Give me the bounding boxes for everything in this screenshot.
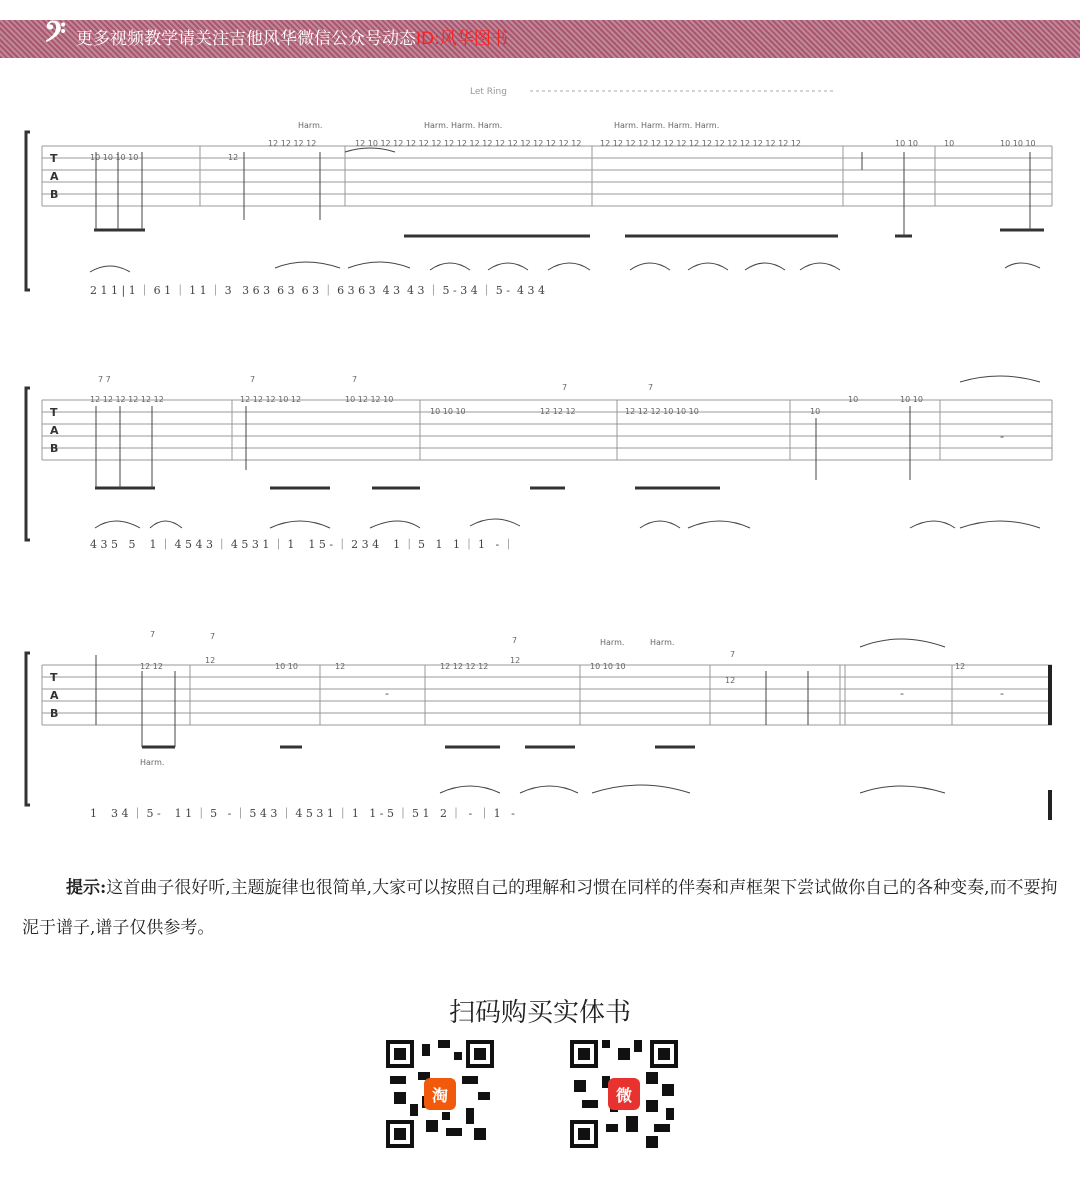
banner-id: ID:风华图书 [416,29,508,49]
svg-text:2 1 1 | 1 ｜ 6 1 ｜ 1 1 ｜ 3 3: 2 1 1 | 1 ｜ 6 1 ｜ 1 1 ｜ 3 3 6 3 6 3 6 3 ｜ 6 3 6 3 4 3 4 3 ｜ 5 - 3 4 ｜ 5 - 4 3 4 [90,284,545,297]
svg-text:7: 7 [250,375,256,384]
svg-text:Harm.: Harm. [140,758,165,767]
svg-text:7 7: 7 7 [98,375,111,384]
taobao-qr-icon[interactable] [386,1040,494,1148]
svg-text:10 10 10: 10 10 10 [590,662,626,671]
header-banner [0,16,1080,58]
svg-text:12 10 12 12 12 12 12 12 12 12: 12 10 12 12 12 12 12 12 12 12 12 12 12 12 12 12 12 12 [355,139,582,148]
svg-text:12 12 12 10 10 10: 12 12 12 10 10 10 [625,407,699,416]
svg-text:10: 10 [848,395,859,404]
svg-text:12: 12 [510,656,521,665]
svg-text:12: 12 [228,153,239,162]
bass-clef-icon: 𝄢 [44,16,66,56]
svg-text:A: A [50,689,59,702]
svg-text:7: 7 [562,383,568,392]
svg-text:12 12 12 12 12 12 12 12 12 12: 12 12 12 12 12 12 12 12 12 12 12 12 12 12 12 12 [600,139,802,148]
svg-text:A: A [50,424,59,437]
let-ring-annotation: Let Ring [470,87,507,97]
svg-text:-: - [385,687,389,700]
svg-text:12 12 12 12: 12 12 12 12 [268,139,317,148]
svg-text:Harm. Harm. Harm.: Harm. Harm. Harm. [424,121,503,130]
hint-text: 这首曲子很好听,主题旋律也很简单,大家可以按照自己的理解和习惯在同样的伴奏和声框架下尝试做你自己的各种变奏,而不要拘泥于谱子,谱子仅供参考。 [22,878,1058,938]
svg-text:7: 7 [730,650,736,659]
svg-text:4 3 5 5 1 ｜ 4 5 4 3 ｜ 4 5: 4 3 5 5 1 ｜ 4 5 4 3 ｜ 4 5 3 1 ｜ 1 1 5 - ｜ 2 3 4 1 ｜ 5 1 1 ｜ 1 - ｜ [90,538,514,550]
svg-text:12 12 12 12: 12 12 12 12 [440,662,489,671]
score-system-3 [0,625,1080,825]
banner-message: 更多视频教学请关注吉他风华微信公众号动态 [76,29,416,49]
tab-letter-a: A [50,170,59,183]
svg-text:10 10: 10 10 [275,662,298,671]
svg-text:Harm.: Harm. [650,638,675,647]
svg-text:12 12 12 12 12 12: 12 12 12 12 12 12 [90,395,164,404]
svg-text:12: 12 [725,676,736,685]
svg-text:12 12 12 10 12: 12 12 12 10 12 [240,395,302,404]
svg-text:10: 10 [810,407,821,416]
svg-text:10 10: 10 10 [895,139,918,148]
hint-paragraph [22,868,1062,948]
svg-text:-: - [900,687,904,700]
svg-text:Harm.: Harm. [600,638,625,647]
svg-text:7: 7 [512,636,518,645]
score-system-2 [0,360,1080,550]
banner-text [76,28,508,50]
svg-text:B: B [50,442,59,455]
svg-text:12 12 12: 12 12 12 [540,407,576,416]
svg-text:10: 10 [944,139,955,148]
svg-text:12: 12 [205,656,216,665]
svg-text:10 10 10: 10 10 10 [1000,139,1036,148]
svg-text:12 12: 12 12 [140,662,163,671]
score-system-1 [0,80,1080,300]
svg-text:T: T [50,406,58,419]
svg-text:Harm. Harm. Harm. Harm.: Harm. Harm. Harm. Harm. [614,121,720,130]
svg-text:10 10: 10 10 [900,395,923,404]
svg-text:T: T [50,671,58,684]
svg-text:10 10 10 10: 10 10 10 10 [90,153,139,162]
taobao-badge-icon: 淘 [424,1078,456,1110]
svg-text:B: B [50,707,59,720]
hint-label: 提示: [66,878,107,898]
svg-text:12: 12 [955,662,966,671]
svg-text:10 10 10: 10 10 10 [430,407,466,416]
svg-text:-: - [1000,687,1004,700]
svg-text:1 3 4 ｜ 5 - 1 1 ｜ 5 -: 1 3 4 ｜ 5 - 1 1 ｜ 5 - ｜ 5 4 3 ｜ 4 5 3 1 ｜ 1 1 - 5 ｜ 5 1 2 ｜ - ｜ 1 - [90,807,515,820]
svg-text:7: 7 [210,632,216,641]
svg-text:-: - [1000,430,1004,443]
weidian-badge-icon: 微 [608,1078,640,1110]
svg-text:Harm.: Harm. [298,121,323,130]
qr-section-title: 扫码购买实体书 [448,998,631,1028]
svg-text:7: 7 [648,383,654,392]
svg-text:10 12 12 10: 10 12 12 10 [345,395,394,404]
weidian-qr-icon[interactable] [570,1040,678,1148]
svg-text:7: 7 [150,630,156,639]
tab-letter-b: B [50,188,59,201]
tab-letter-t: T [50,152,58,165]
svg-text:12: 12 [335,662,346,671]
svg-text:7: 7 [352,375,358,384]
